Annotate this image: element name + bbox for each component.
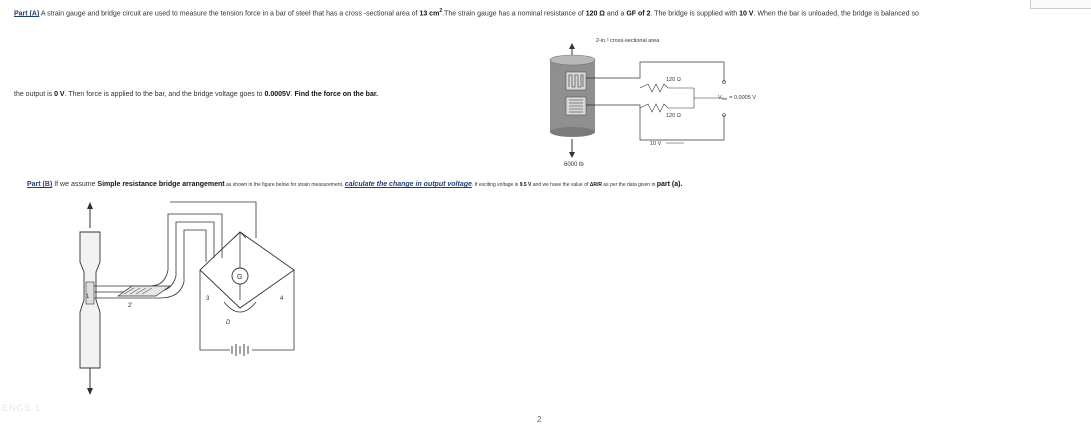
part-b-text-1: If we assume xyxy=(52,181,98,188)
bottom-mark: 2 xyxy=(537,415,542,424)
lead-wire-1 xyxy=(94,214,222,286)
slide-arc xyxy=(224,302,256,312)
area-sup: 2 xyxy=(439,8,443,14)
galvanometer-label: G xyxy=(237,274,243,281)
label-4: 4 xyxy=(280,296,284,302)
r-bottom-label: 120 Ω xyxy=(666,113,681,119)
load-label: 6000 lb xyxy=(564,162,584,168)
label-2: 2' xyxy=(128,303,133,309)
part-a-text-2: .The strain gauge has a nominal resistance of xyxy=(442,10,586,18)
supply-value: 10 V xyxy=(739,10,754,18)
specimen-arrow-down-head xyxy=(87,388,93,395)
part-a-text-3: and a xyxy=(604,10,627,18)
part-b-ref: part (a). xyxy=(656,181,683,188)
part-b-ratio: ΔR/R xyxy=(589,182,602,188)
part-b-volt: 9.5 V xyxy=(519,182,532,188)
part-a-line2-a: the output is xyxy=(14,91,55,98)
specimen-arrow-up-head xyxy=(87,202,93,209)
zero-volt: 0 V xyxy=(54,91,65,98)
part-b-task: calculate the change in output voltage xyxy=(344,181,472,188)
label-3: 3 xyxy=(206,296,210,302)
specimen-gauge xyxy=(86,282,94,304)
r-top-label: 120 Ω xyxy=(666,77,681,83)
part-a-text-4: . The bridge is supplied with xyxy=(650,10,740,18)
resistance-value: 120 Ω xyxy=(585,10,605,18)
battery-gap xyxy=(230,344,252,356)
area-value: 13 cm xyxy=(419,10,440,18)
part-a-line2-c: . xyxy=(290,91,295,98)
gauge-factor: GF of 2 xyxy=(626,10,651,18)
dummy-gauge-plate xyxy=(118,286,170,296)
area-label: 2-in.² cross-sectional area xyxy=(596,38,660,44)
label-d: D xyxy=(226,320,231,326)
output-volt: 0.0005V xyxy=(264,91,291,98)
vout-label: Vout = 0.0005 V xyxy=(718,95,756,101)
part-a-text-1: A strain gauge and bridge circuit are used to measure the tension force in a bar of steel that has a cross -sectional area of xyxy=(39,10,420,18)
part-b-text-4: and we have the value of xyxy=(531,182,590,188)
lead-wire-2 xyxy=(94,222,214,292)
supply-label: 10 V xyxy=(650,141,662,147)
part-b-text-3: . If exciting voltage is xyxy=(471,182,520,188)
part-b-text-2: as shown in the figure below for strain measurement, xyxy=(224,182,345,188)
faint-footer-text: ENGS 1 xyxy=(2,403,42,413)
part-b-bold-1: Simple resistance bridge arrangement xyxy=(97,181,225,188)
part-a-line2-b: . Then force is applied to the bar, and the bridge voltage goes to xyxy=(64,91,265,98)
part-b-heading: Part (B) xyxy=(27,181,53,188)
part-a-heading: Part (A) xyxy=(14,10,40,18)
part-b-text-5: as per the data given in xyxy=(601,182,657,188)
top-wire xyxy=(170,202,256,238)
part-a-text-5: . When the bar is unloaded, the bridge is balanced so xyxy=(753,10,919,18)
find-force: Find the force on the bar. xyxy=(294,91,379,98)
label-1: 1 xyxy=(86,294,90,300)
